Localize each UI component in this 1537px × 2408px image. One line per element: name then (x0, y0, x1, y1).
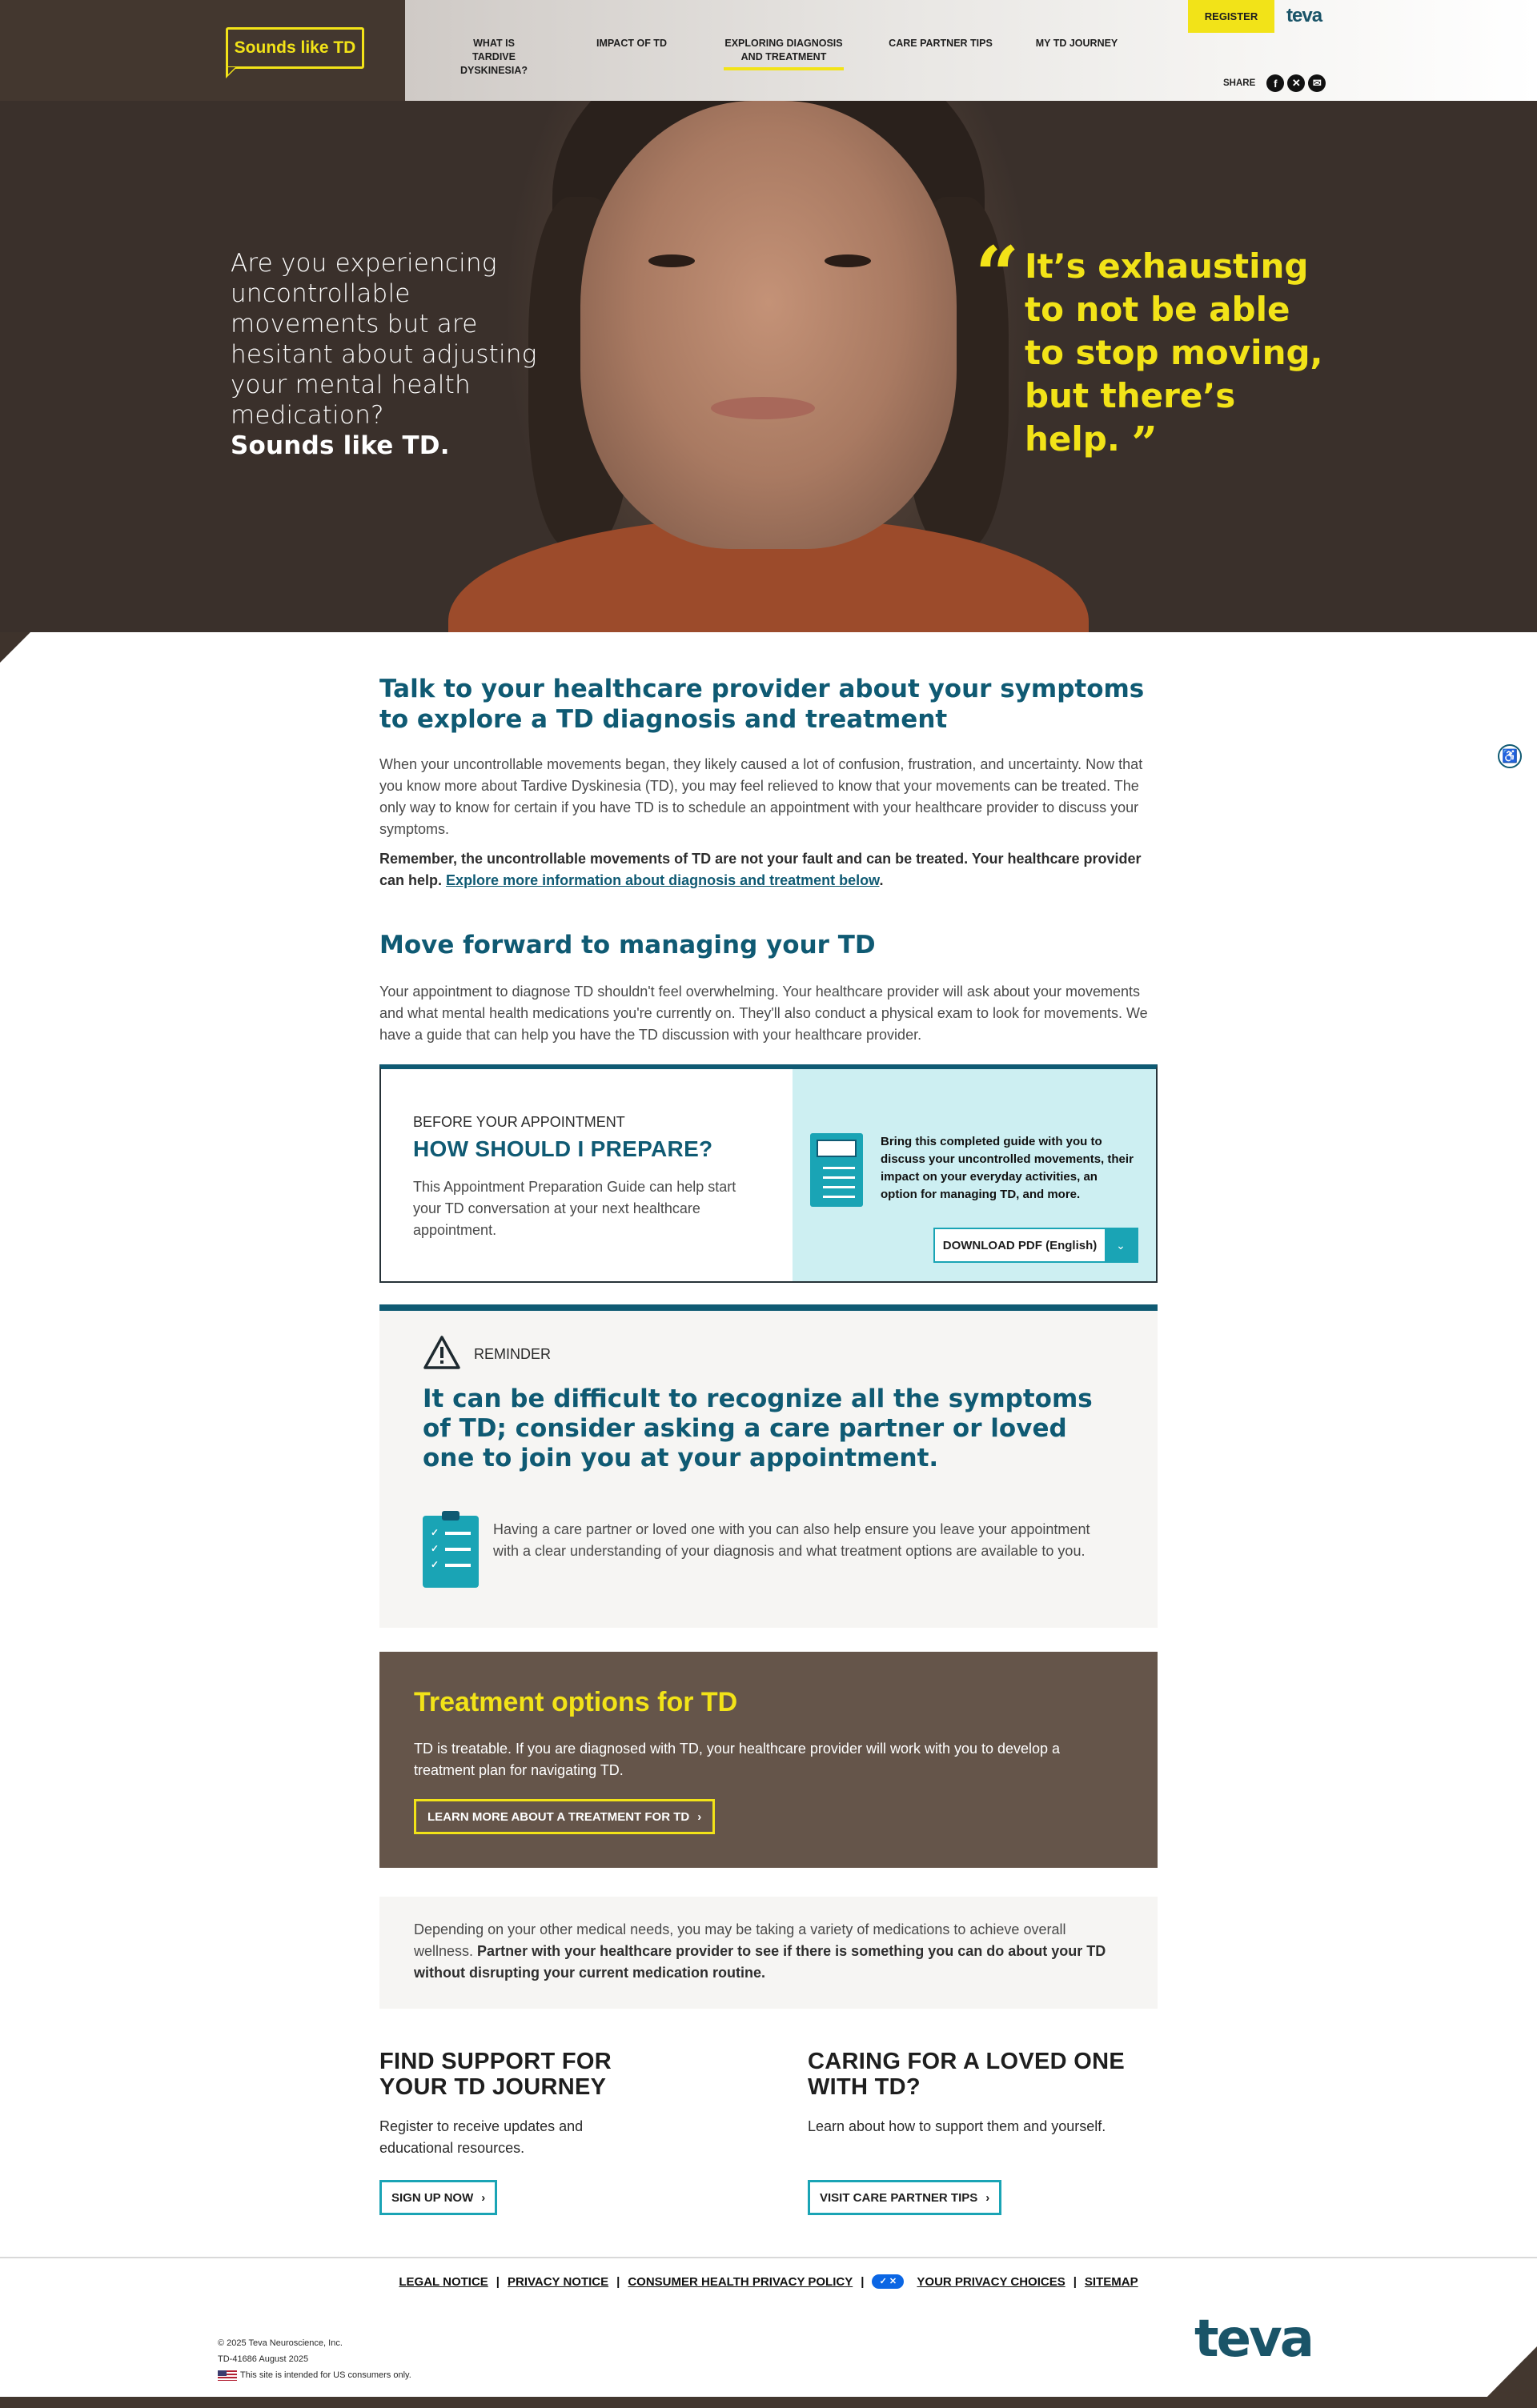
privacy-notice-link[interactable]: PRIVACY NOTICE (508, 2274, 609, 2289)
footer-links: LEGAL NOTICE | PRIVACY NOTICE | CONSUMER HEALTH PRIVACY POLICY | ✓ ✕ YOUR PRIVACY CHOICES | SITEMAP (399, 2274, 1138, 2289)
treatment-text: TD is treatable. If you are diagnosed with TD, your healthcare provider will work with you to develop a treatment plan for navigating TD. (414, 1741, 1061, 1778)
privacy-choices-link[interactable]: YOUR PRIVACY CHOICES (917, 2274, 1065, 2289)
care-partner-tips-label: VISIT CARE PARTNER TIPS (820, 2190, 978, 2205)
section-managing-text: Your appointment to diagnose TD shouldn't feel overwhelming. Your healthcare provider will ask about your movements and what mental health medications you're currently on. They'll also conduct a physical exam to look for movements. We have a guide that can help you have the TD discussion with your healthcare provider. (379, 984, 1148, 1043)
hero-portrait-eye-right (825, 254, 871, 267)
section-diagnosis-title: Talk to your healthcare provider about your symptoms to explore a TD diagnosis and treatment (379, 675, 1145, 734)
support-text: Register to receive updates and educational resources. (379, 2118, 584, 2156)
medication-note-text (414, 1919, 1118, 1984)
site-logo[interactable]: Sounds like TD (226, 27, 364, 69)
hero-portrait-eye-left (648, 254, 695, 267)
legal-info (218, 2335, 411, 2383)
reminder-title: It can be difficult to recognize all the symptoms of TD; consider asking a care partner or loved one to join you at your appointment. (423, 1384, 1093, 1472)
hero-question-text: Are you experiencing uncontrollable movements but are hesitant about adjusting your mental health medication? (231, 249, 537, 430)
prepare-card (379, 1064, 1158, 1283)
nav-item-diagnosis-treatment[interactable]: EXPLORING DIAGNOSIS AND TREATMENT (724, 32, 844, 70)
chevron-right-icon: › (481, 2190, 486, 2205)
caring-title: CARING FOR A LOVED ONE WITH TD? (808, 2049, 1125, 2100)
nav-item-impact[interactable]: IMPACT OF TD (596, 38, 667, 49)
site-header (0, 0, 1537, 101)
medication-note (379, 1897, 1158, 2009)
treatment-title: Treatment options for TD (414, 1687, 738, 1717)
learn-more-treatment-button[interactable] (414, 1799, 715, 1834)
teva-logo-header[interactable]: teva (1286, 5, 1322, 26)
section-diagnosis-end: . (879, 872, 884, 888)
medication-note-bold: Partner with your healthcare provider to see if there is something you can do about your TD without disrupting your current medication routine. (414, 1943, 1106, 1981)
chevron-down-icon: ⌄ (1105, 1229, 1137, 1261)
email-icon[interactable]: ✉ (1308, 74, 1326, 92)
caring-column (808, 2049, 1176, 2138)
support-title: FIND SUPPORT FOR YOUR TD JOURNEY (379, 2049, 612, 2100)
copyright-text: © 2025 Teva Neuroscience, Inc. (218, 2338, 343, 2348)
chevron-right-icon: › (985, 2190, 990, 2205)
guide-document-icon (810, 1133, 863, 1207)
download-pdf-button[interactable] (933, 1228, 1138, 1263)
hero-corner-decoration (0, 632, 30, 663)
clipboard-checklist-icon: ✓ ✓ ✓ (423, 1516, 479, 1588)
support-column (379, 2049, 748, 2159)
sign-up-button[interactable] (379, 2180, 497, 2215)
share-bar (1223, 74, 1326, 92)
hero-portrait-face (580, 101, 957, 549)
prepare-description: This Appointment Preparation Guide can help start your TD conversation at your next healthcare appointment. (413, 1179, 736, 1238)
document-code: TD-41686 August 2025 (218, 2354, 309, 2364)
reminder-card (379, 1304, 1158, 1628)
care-partner-tips-button[interactable] (808, 2180, 1001, 2215)
explore-diagnosis-link[interactable]: Explore more information about diagnosis and treatment below (446, 872, 880, 888)
prepare-title: HOW SHOULD I PREPARE? (413, 1136, 713, 1161)
warning-icon (423, 1335, 461, 1370)
register-button[interactable]: REGISTER (1188, 0, 1274, 33)
learn-more-treatment-label: LEARN MORE ABOUT A TREATMENT FOR TD (427, 1809, 690, 1824)
hero-question (231, 248, 567, 461)
treatment-card (379, 1652, 1158, 1868)
logo-tail-inner (228, 67, 235, 74)
sitemap-link[interactable]: SITEMAP (1084, 2274, 1138, 2289)
section-diagnosis-intro: When your uncontrollable movements began, they likely caused a lot of confusion, frustration, and uncertainty. Now that you know more about Tardive Dyskinesia (TD), you may feel relieved to know that your movements can be treated. The only way to know for certain if you have TD is to schedule an appointment with your healthcare provider to discuss your symptoms. (379, 756, 1143, 837)
privacy-choices-icon: ✓ ✕ (872, 2274, 904, 2289)
hero-portrait-lips (711, 397, 815, 419)
prepare-download-panel (793, 1069, 1156, 1281)
hero-quote (1025, 245, 1329, 470)
nav-item-care-partner[interactable]: CARE PARTNER TIPS (889, 38, 993, 49)
reminder-text: Having a care partner or loved one with you can also help ensure you leave your appointment with a clear understanding of your diagnosis and what treatment options are available to you. (493, 1521, 1090, 1559)
sign-up-label: SIGN UP NOW (391, 2190, 474, 2205)
us-flag-icon (218, 2370, 237, 2381)
x-icon[interactable]: ✕ (1287, 74, 1305, 92)
section-managing-title: Move forward to managing your TD (379, 931, 876, 960)
hero-quote-text: It’s exhausting to not be able to stop moving, but there’s help. (1025, 246, 1323, 459)
share-label: SHARE (1223, 78, 1256, 88)
consumer-health-privacy-link[interactable]: CONSUMER HEALTH PRIVACY POLICY (628, 2274, 853, 2289)
reminder-kicker: REMINDER (474, 1346, 552, 1362)
download-pdf-label: DOWNLOAD PDF (English) (942, 1238, 1098, 1252)
legal-notice-link[interactable]: LEGAL NOTICE (399, 2274, 488, 2289)
prepare-note: Bring this completed guide with you to discuss your uncontrolled movements, their impact on your everyday activities, an option for managing TD, and more. (881, 1135, 1134, 1201)
nav-item-what-is-td[interactable]: WHAT IS TARDIVE DYSKINESIA? (459, 38, 528, 76)
nav-item-my-journey[interactable]: MY TD JOURNEY (1035, 38, 1118, 49)
footer-bar (0, 2397, 1537, 2408)
facebook-icon[interactable]: f (1266, 74, 1284, 92)
hero-tagline: Sounds like TD. (231, 431, 450, 460)
hero-banner (0, 101, 1537, 632)
site-footer (0, 2257, 1537, 2408)
accessibility-icon[interactable]: ♿ (1498, 744, 1522, 768)
prepare-kicker: BEFORE YOUR APPOINTMENT (413, 1114, 625, 1130)
main-nav (405, 32, 1121, 76)
quote-open-icon: “ (975, 230, 1020, 320)
medication-note-plain: Depending on your other medical needs, you may be taking a variety of medications to achieve overall wellness. (414, 1921, 1066, 1959)
teva-logo-footer[interactable]: teva (1194, 2310, 1312, 2369)
chevron-right-icon: › (697, 1809, 702, 1824)
section-diagnosis-bold: Remember, the uncontrollable movements of TD are not your fault and can be treated. Your healthcare provider can help. (379, 851, 1142, 888)
caring-text: Learn about how to support them and yourself. (808, 2118, 1106, 2134)
section-diagnosis-reminder (379, 848, 1158, 891)
us-consumer-note: This site is intended for US consumers only. (218, 2367, 411, 2383)
quote-close-icon: ” (1131, 417, 1158, 470)
